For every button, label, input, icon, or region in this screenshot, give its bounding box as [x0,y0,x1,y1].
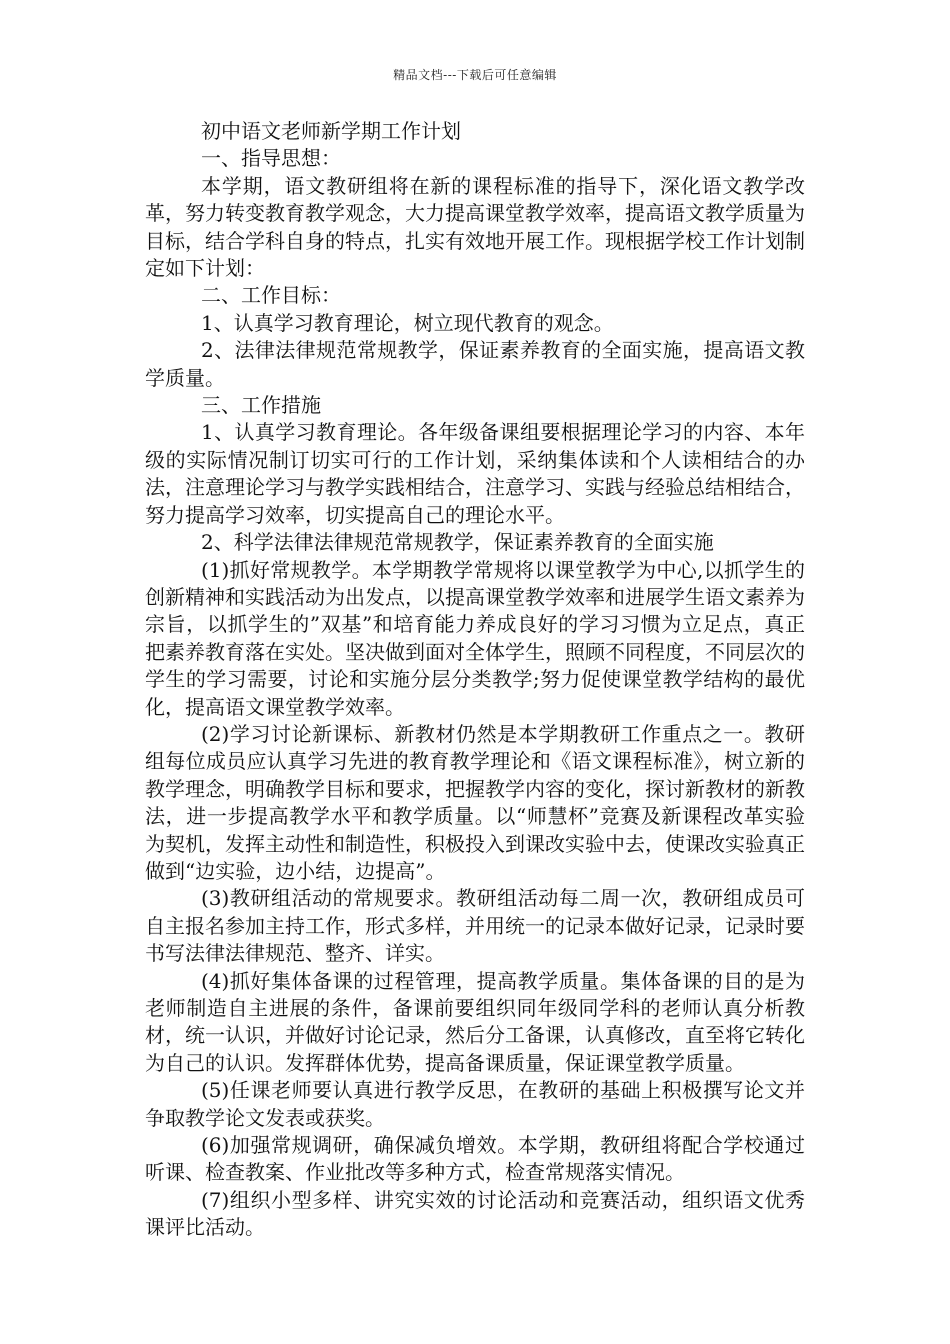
paragraph-measure-2: 2、科学法律法律规范常规教学，保证素养教育的全面实施 [201,530,714,555]
section-heading-work-goals: 二、工作目标： [201,283,341,308]
paragraph-item-7: (7)组织小型多样、讲究实效的讨论活动和竞赛活动，组织语文优秀课评比活动。 [145,1187,805,1240]
paragraph-goal-2: 2、法律法律规范常规教学，保证素养教育的全面实施，提高语文教学质量。 [145,338,805,390]
document-title: 初中语文老师新学期工作计划 [201,119,461,143]
paragraph-item-2: (2)学习讨论新课标、新教材仍然是本学期教研工作重点之一。教研组每位成员应认真学习先进的教育教学理论和《语文课程标准》，树立新的教学理念，明确教学目标和要求，把握教学内容的变化，探讨新教材的新教法，进一步提高教学水平和教学质量。以“师慧杯”竞赛及新课程改革实验为契机，发挥主动性和制造性，积极投入到课改实验中去，使课改实验真正做到“边实验，边小结，边提高”。 [145,721,805,883]
document-body [145,118,805,1242]
paragraph-item-6: (6)加强常规调研，确保减负增效。本学期，教研组将配合学校通过听课、检查教案、作业批改等多种方式，检查常规落实情况。 [145,1133,805,1185]
paragraph-measure-1: 1、认真学习教育理论。各年级备课组要根据理论学习的内容、本年级的实际情况制订切实可行的工作计划，采纳集体读和个人读相结合的办法，注意理论学习与教学实践相结合，注意学习、实践与经验总结相结合，努力提高学习效率，切实提高自己的理论水平。 [145,420,805,527]
paragraph-goal-1: 1、认真学习教育理论，树立现代教育的观念。 [201,310,614,335]
paragraph-guiding-thought: 本学期，语文教研组将在新的课程标准的指导下，深化语文教学改革，努力转变教育教学观念，大力提高课堂教学效率，提高语文教学质量为目标，结合学科自身的特点，扎实有效地开展工作。现根据学校工作计划制定如下计划： [145,173,805,281]
page-header: 精品文档---下载后可任意编辑 [393,68,557,82]
section-heading-guiding-thought: 一、指导思想： [201,146,341,171]
paragraph-item-1: (1)抓好常规教学。本学期教学常规将以课堂教学为中心,以抓学生的创新精神和实践活动为出发点，以提高课堂教学效率和进展学生语文素养为宗旨，以抓学生的”双基”和培育能力养成良好的学习习惯为立足点，真正把素养教育落在实处。坚决做到面对全体学生，照顾不同程度，不同层次的学生的学习需要，讨论和实施分层分类教学;努力促使课堂教学结构的最优化，提高语文课堂教学效率。 [145,557,805,719]
section-heading-work-measures: 三、工作措施 [201,393,321,418]
paragraph-item-3: (3)教研组活动的常规要求。教研组活动每二周一次，教研组成员可自主报名参加主持工作，形式多样，并用统一的记录本做好记录，记录时要书写法律法律规范、整齐、详实。 [145,886,805,966]
paragraph-item-4: (4)抓好集体备课的过程管理，提高教学质量。集体备课的目的是为老师制造自主进展的条件，备课前要组织同年级同学科的老师认真分析教材，统一认识，并做好讨论记录，然后分工备课，认真修改，直至将它转化为自己的认识。发挥群体优势，提高备课质量，保证课堂教学质量。 [145,968,805,1075]
paragraph-item-5: (5)任课老师要认真进行教学反思，在教研的基础上积极撰写论文并争取教学论文发表或获奖。 [145,1078,805,1130]
